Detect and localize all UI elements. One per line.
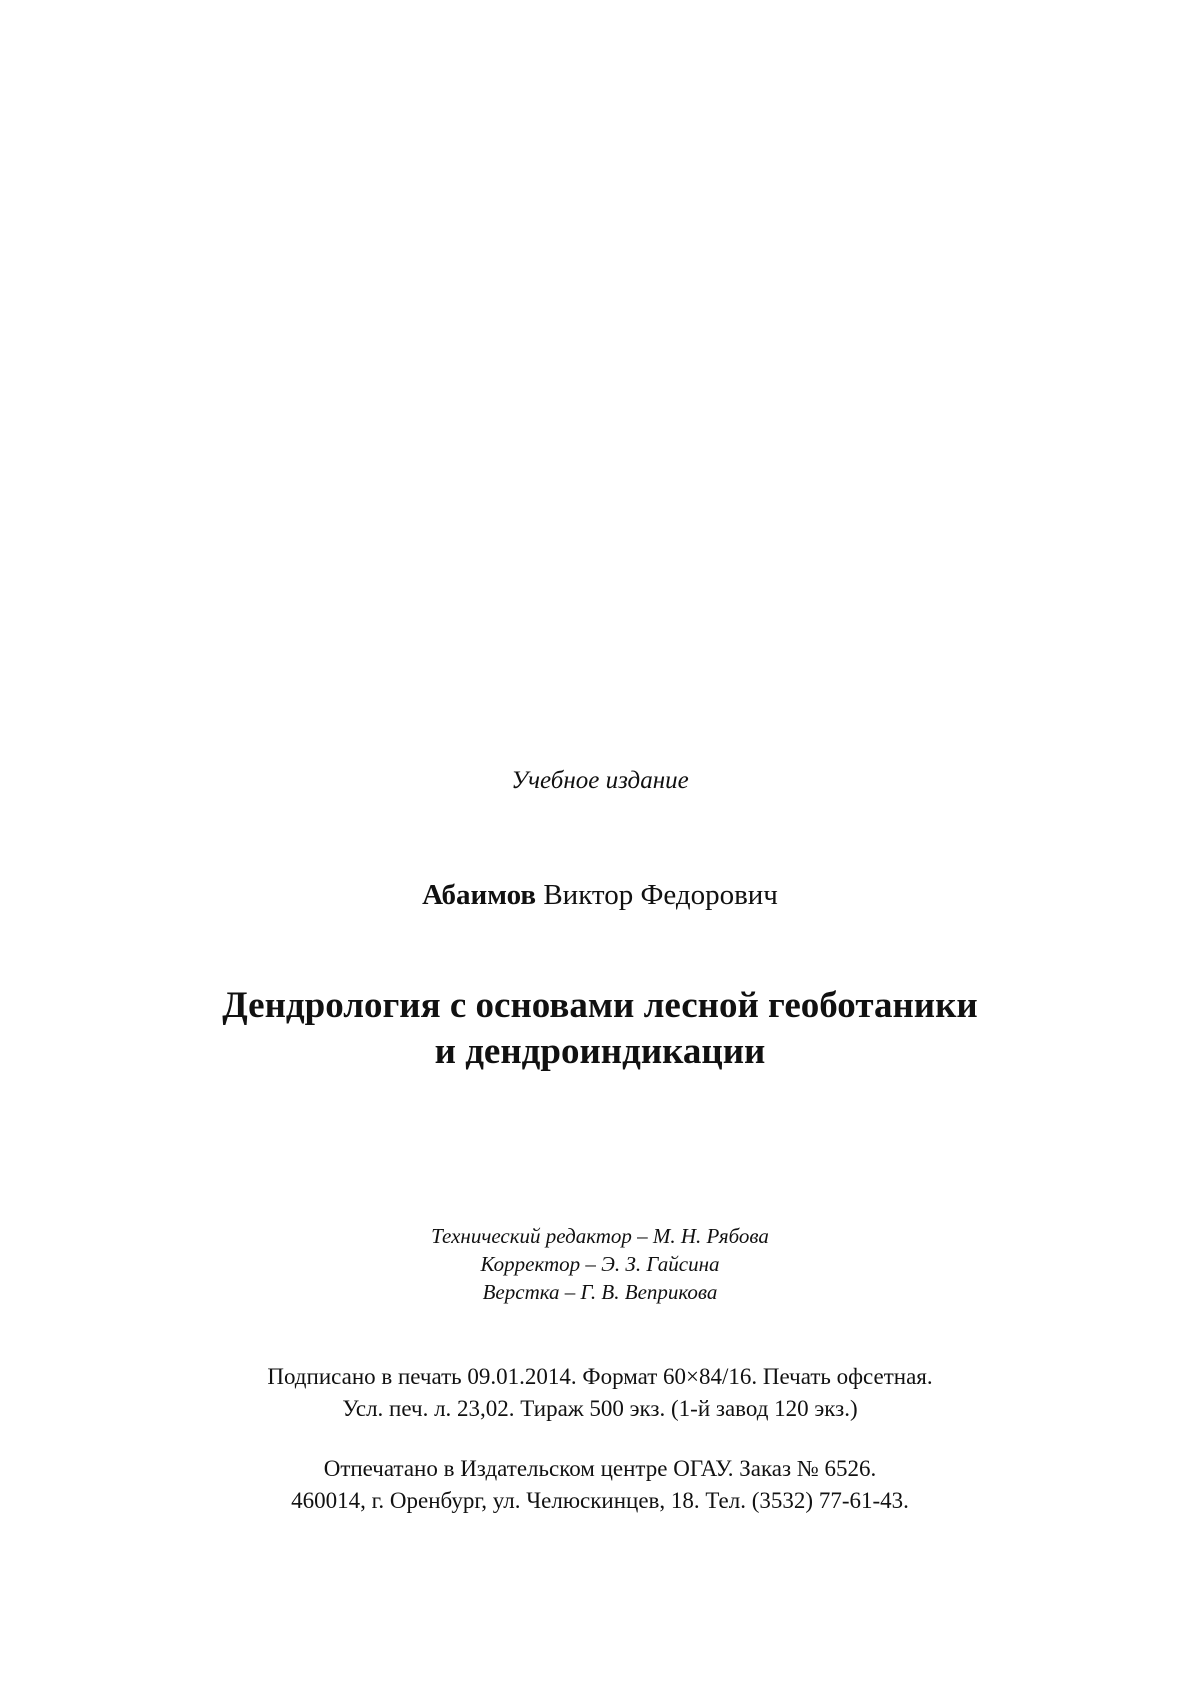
printing-info-line-1: Отпечатано в Издательском центре ОГАУ. Заказ № 6526. — [323, 1456, 877, 1481]
book-title-line-1: Дендрология с основами лесной геоботаники — [222, 985, 978, 1026]
printing-info-line-2: 460014, г. Оренбург, ул. Челюскинцев, 18. Тел. (3532) 77-61-43. — [291, 1488, 909, 1513]
credit-proofreader: Корректор – Э. З. Гайсина — [480, 1252, 720, 1276]
publication-info-line-2: Усл. печ. л. 23,02. Тираж 500 экз. (1-й завод 120 экз.) — [342, 1396, 858, 1421]
credit-technical-editor: Технический редактор – М. Н. Рябова — [431, 1224, 769, 1248]
publication-info-line-1: Подписано в печать 09.01.2014. Формат 60×84/16. Печать офсетная. — [267, 1364, 933, 1389]
credit-layout: Верстка – Г. В. Веприкова — [482, 1280, 718, 1304]
edition-type: Учебное издание — [511, 767, 689, 794]
author-line — [0, 881, 1200, 910]
author-given-names: Виктор Федорович — [543, 879, 778, 911]
author-surname: Абаимов — [422, 879, 537, 911]
book-title-line-2: и дендроиндикации — [434, 1031, 766, 1072]
